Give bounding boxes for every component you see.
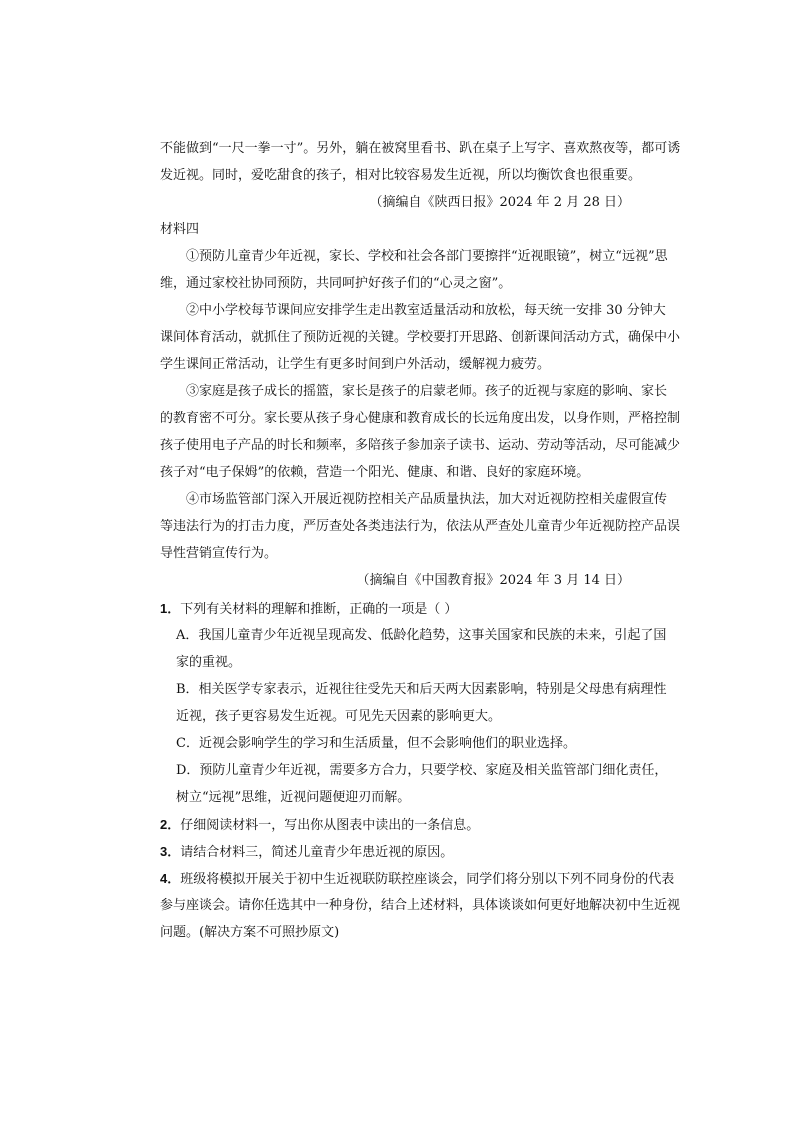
option-a-line: 家的重视。 xyxy=(176,655,242,670)
text-line: 维，通过家校社协同预防，共同呵护好孩子们的“心灵之窗”。 xyxy=(160,276,512,291)
source-citation: （摘编自《陕西日报》2024 年 2 月 28 日） xyxy=(369,195,630,210)
text-line: 孩子使用电子产品的时长和频率，多陪孩子参加亲子读书、运动、劳动等活动，尽可能减少 xyxy=(160,438,681,453)
text-line: 问题。(解决方案不可照抄原文) xyxy=(160,925,340,940)
question-number: 1． xyxy=(160,601,181,616)
text-line: 不能做到“一尺一拳一寸”。另外，躺在被窝里看书、趴在桌子上写字、喜欢熬夜等，都可诱 xyxy=(160,141,681,156)
text-line: ④市场监管部门深入开展近视防控相关产品质量执法，加大对近视防控相关虚假宣传 xyxy=(186,492,668,507)
question-number: 4． xyxy=(160,871,181,886)
option-a-line: A．我国儿童青少年近视呈现高发、低龄化趋势，这事关国家和民族的未来，引起了国 xyxy=(176,628,667,643)
text-line: 导性营销宣传行为。 xyxy=(160,546,278,561)
option-b-line: 近视，孩子更容易发生近视。可见先天因素的影响更大。 xyxy=(176,709,502,724)
option-b-line: B．相关医学专家表示，近视往往受先天和后天两大因素影响，特别是父母患有病理性 xyxy=(176,682,667,697)
question-text: 请结合材料三，简述儿童青少年患近视的原因。 xyxy=(180,845,454,860)
question-stem xyxy=(160,871,674,887)
section-heading: 材料四 xyxy=(160,222,200,237)
option-d-line: D．预防儿童青少年近视，需要多方合力，只要学校、家庭及相关监管部门细化责任， xyxy=(176,763,668,778)
text-line: 课间体育活动，就抓住了预防近视的关键。学校要打开思路、创新课间活动方式，确保中小 xyxy=(160,330,681,345)
text-line: 的教育密不可分。家长要从孩子身心健康和教育成长的长远角度出发，以身作则，严格控制 xyxy=(160,411,681,426)
text-line: 发近视。同时，爱吃甜食的孩子，相对比较容易发生近视，所以均衡饮食也很重要。 xyxy=(160,168,642,183)
text-line: ①预防儿童青少年近视，家长、学校和社会各部门要擦拌“近视眼镜”，树立“远视”思 xyxy=(186,249,668,264)
question-2 xyxy=(160,817,479,833)
question-text: 下列有关材料的理解和推断，正确的一项是（ ） xyxy=(180,602,458,617)
question-stem xyxy=(160,601,457,617)
text-line: ②中小学校每节课间应安排学生走出教室适量活动和放松，每天统一安排 30 分钟大 xyxy=(186,303,666,318)
question-3 xyxy=(160,844,453,860)
text-line: 学生课间正常活动，让学生有更多时间到户外活动，缓解视力疲劳。 xyxy=(160,357,551,372)
question-number: 2． xyxy=(160,817,181,832)
source-citation: （摘编自《中国教育报》2024 年 3 月 14 日） xyxy=(356,573,630,588)
question-number: 3． xyxy=(160,844,181,859)
text-line: 参与座谈会。请你任选其中一种身份，结合上述材料，具体谈谈如何更好地解决初中生近视 xyxy=(160,898,681,913)
question-text: 仔细阅读材料一，写出你从图表中读出的一条信息。 xyxy=(180,818,480,833)
text-line: ③家庭是孩子成长的摇篮，家长是孩子的启蒙老师。孩子的近视与家庭的影响、家长 xyxy=(186,384,668,399)
option-d-line: 树立“远视”思维，近视问题便迎刃而解。 xyxy=(176,790,411,805)
text-line: 等违法行为的打击力度，严厉查处各类违法行为，依法从严查处儿童青少年近视防控产品误 xyxy=(160,519,681,534)
question-text: 班级将模拟开展关于初中生近视联防联控座谈会，同学们将分别以下列不同身份的代表 xyxy=(180,872,675,887)
text-line: 孩子对“电子保姆”的依赖，营造一个阳光、健康、和谐、良好的家庭环境。 xyxy=(160,465,590,480)
option-c-line: C．近视会影响学生的学习和生活质量，但不会影响他们的职业选择。 xyxy=(176,736,576,751)
